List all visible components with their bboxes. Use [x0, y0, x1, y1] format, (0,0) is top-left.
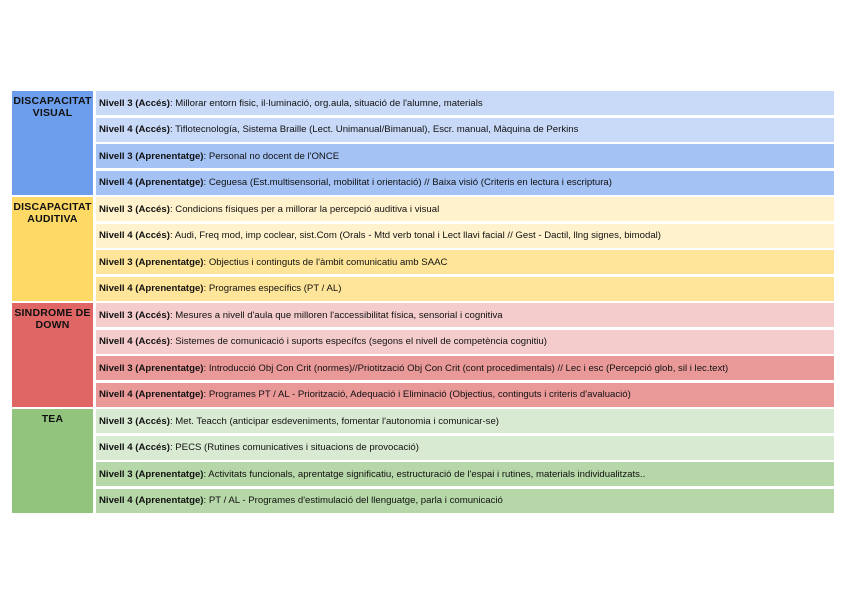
table-row: [96, 303, 834, 327]
level-label: Nivell 3 (Aprenentatge): [99, 468, 204, 480]
row-text: : PECS (Rutines comunicatives i situacions de provocació): [169, 442, 419, 454]
group-auditory: [12, 197, 834, 301]
group-rows: [96, 303, 834, 407]
level-label: Nivell 4 (Aprenentatge): [99, 283, 204, 295]
table-row: [96, 436, 834, 460]
row-text: : Sistemes de comunicació i suports específcs (segons el nivell de competència cognitiu): [169, 336, 547, 348]
group-rows: [96, 409, 834, 513]
row-text: : Tiflotecnología, Sistema Braille (Lect. Unimanual/Bimanual), Escr. manual, Màquina de Perkins: [169, 124, 579, 136]
category-label: TEA: [12, 409, 93, 513]
table-row: [96, 383, 834, 407]
row-text: : Condicions físiques per a millorar la percepció auditiva i visual: [169, 203, 440, 215]
category-label: SINDROME DE DOWN: [12, 303, 93, 407]
row-text: : Audi, Freq mod, imp coclear, sist.Com (Orals - Mtd verb tonal i Lect llavi facial // Gest - Dactil, llng signes, bimodal): [169, 230, 661, 242]
level-label: Nivell 4 (Accés): [99, 230, 170, 242]
level-label: Nivell 4 (Accés): [99, 336, 170, 348]
table-row: [96, 144, 834, 168]
table-row: [96, 489, 834, 513]
group-rows: [96, 197, 834, 301]
table-row: [96, 197, 834, 221]
level-label: Nivell 4 (Accés): [99, 442, 170, 454]
table-row: [96, 356, 834, 380]
group-visual: [12, 91, 834, 195]
table-row: [96, 277, 834, 301]
level-label: Nivell 3 (Accés): [99, 309, 170, 321]
level-label: Nivell 3 (Aprenentatge): [99, 256, 204, 268]
row-text: : Ceguesa (Est.multisensorial, mobilitat i orientació) // Baixa visió (Criteris en lectura i escriptura): [203, 177, 612, 189]
row-text: : Met. Teacch (anticipar esdeveniments, fomentar l'autonomia i comunicar-se): [169, 415, 499, 427]
row-text: : Millorar entorn fisic, il·luminació, org.aula, situació de l'alumne, materials: [169, 97, 483, 109]
row-text: : Introducció Obj Con Crit (normes)//Priotització Obj Con Crit (cont procedimentals) // Lec i esc (Percepció glob, sil i lec.text): [203, 362, 729, 374]
row-text: : Personal no docent de l'ONCE: [203, 150, 340, 162]
row-text: : Activitats funcionals, aprentatge significatiu, estructuració de l'espai i rutines, materials individualitzats..: [203, 468, 646, 480]
category-label: DISCAPACITAT VISUAL: [12, 91, 93, 195]
group-down-syndrome: [12, 303, 834, 407]
table-row: [96, 330, 834, 354]
level-label: Nivell 4 (Accés): [99, 124, 170, 136]
table-row: [96, 171, 834, 195]
row-text: : PT / AL - Programes d'estimulació del llenguatge, parla i comunicació: [203, 495, 503, 507]
level-label: Nivell 3 (Aprenentatge): [99, 362, 204, 374]
row-text: : Programes PT / AL - Priorització, Adequació i Eliminació (Objectius, continguts i criteris d'avaluació): [203, 389, 631, 401]
level-label: Nivell 3 (Accés): [99, 203, 170, 215]
level-label: Nivell 4 (Aprenentatge): [99, 177, 204, 189]
level-label: Nivell 3 (Aprenentatge): [99, 150, 204, 162]
table-row: [96, 409, 834, 433]
table-row: [96, 118, 834, 142]
table-row: [96, 224, 834, 248]
row-text: : Mesures a nivell d'aula que milloren l'accessibilitat física, sensorial i cognitiva: [169, 309, 503, 321]
level-label: Nivell 4 (Aprenentatge): [99, 389, 204, 401]
needs-table: [12, 91, 834, 513]
level-label: Nivell 3 (Accés): [99, 415, 170, 427]
level-label: Nivell 3 (Accés): [99, 97, 170, 109]
table-row: [96, 91, 834, 115]
row-text: : Objectius i continguts de l'àmbit comunicatiu amb SAAC: [203, 256, 448, 268]
level-label: Nivell 4 (Aprenentatge): [99, 495, 204, 507]
table-row: [96, 250, 834, 274]
category-label: DISCAPACITAT AUDITIVA: [12, 197, 93, 301]
row-text: : Programes específics (PT / AL): [203, 283, 342, 295]
table-row: [96, 462, 834, 486]
group-tea: [12, 409, 834, 513]
group-rows: [96, 91, 834, 195]
